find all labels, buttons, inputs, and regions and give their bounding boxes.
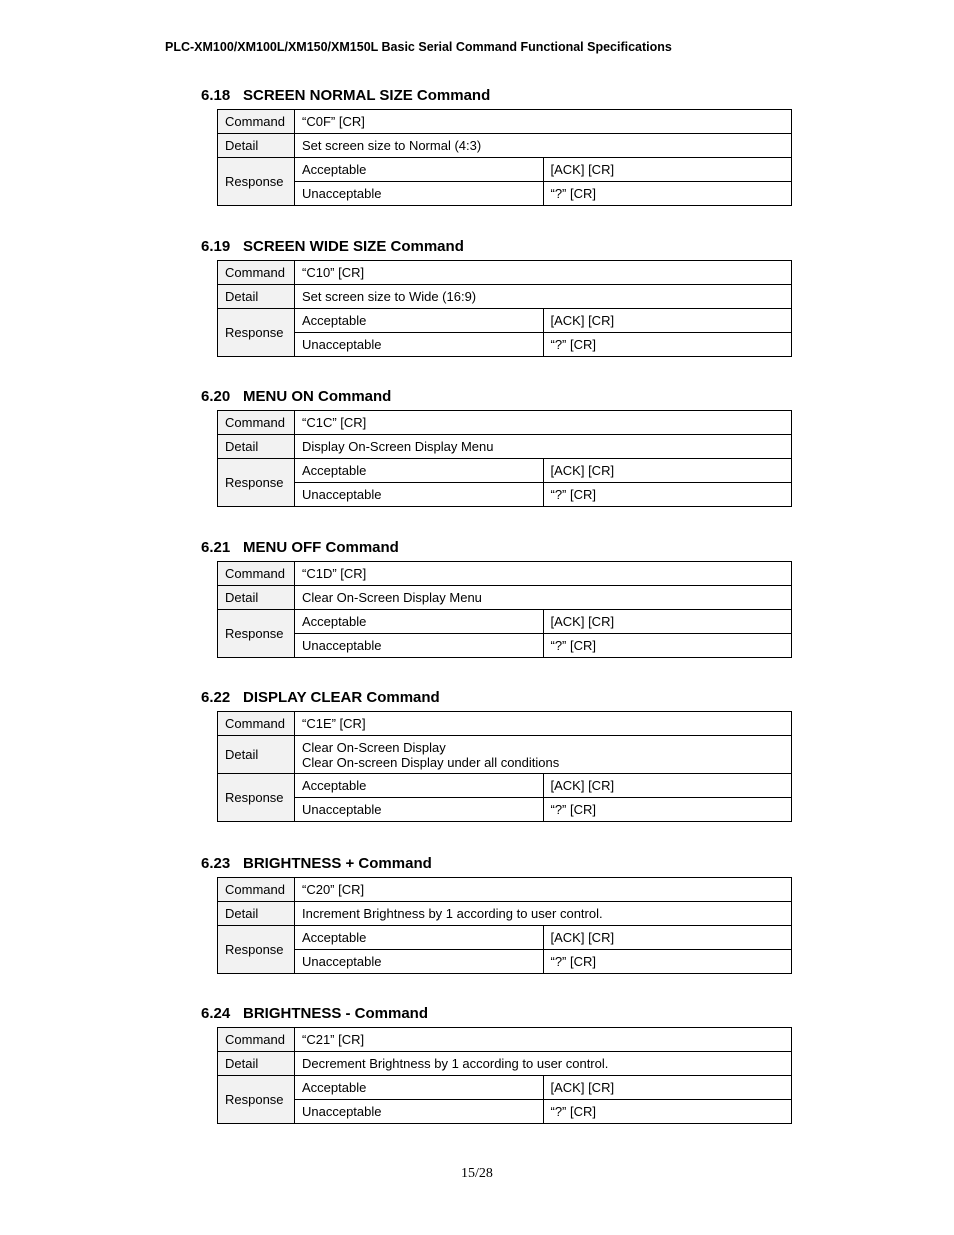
response-row-acceptable bbox=[218, 610, 792, 634]
command-row bbox=[218, 562, 792, 586]
unacceptable-label: Unacceptable bbox=[295, 798, 544, 822]
response-row-acceptable bbox=[218, 309, 792, 333]
unacceptable-label: Unacceptable bbox=[295, 950, 544, 974]
unacceptable-label: Unacceptable bbox=[295, 1100, 544, 1124]
section-heading: MENU OFF Command bbox=[243, 539, 399, 556]
detail-row bbox=[218, 736, 792, 774]
section-6-23 bbox=[201, 855, 801, 969]
detail-value bbox=[295, 902, 792, 926]
unacceptable-value: “?” [CR] bbox=[543, 483, 792, 507]
unacceptable-value: “?” [CR] bbox=[543, 333, 792, 357]
section-number: 6.19 bbox=[201, 238, 231, 255]
detail-line: Set screen size to Wide (16:9) bbox=[302, 289, 477, 304]
command-table bbox=[217, 410, 792, 507]
detail-row bbox=[218, 1052, 792, 1076]
detail-value bbox=[295, 736, 792, 774]
unacceptable-label: Unacceptable bbox=[295, 333, 544, 357]
command-label: Command bbox=[218, 411, 295, 435]
response-row-unacceptable bbox=[218, 634, 792, 658]
acceptable-label: Acceptable bbox=[295, 158, 544, 182]
response-row-acceptable bbox=[218, 1076, 792, 1100]
response-label: Response bbox=[218, 926, 295, 974]
detail-row bbox=[218, 285, 792, 309]
response-label: Response bbox=[218, 158, 295, 206]
detail-value bbox=[295, 586, 792, 610]
section-title bbox=[201, 238, 801, 256]
detail-row bbox=[218, 435, 792, 459]
command-row bbox=[218, 712, 792, 736]
detail-row bbox=[218, 902, 792, 926]
section-heading: SCREEN WIDE SIZE Command bbox=[243, 238, 464, 255]
section-title bbox=[201, 855, 801, 873]
command-value: “C10” [CR] bbox=[295, 261, 792, 285]
command-row bbox=[218, 1028, 792, 1052]
acceptable-label: Acceptable bbox=[295, 610, 544, 634]
section-title bbox=[201, 689, 801, 707]
response-row-acceptable bbox=[218, 774, 792, 798]
acceptable-value: [ACK] [CR] bbox=[543, 610, 792, 634]
response-label: Response bbox=[218, 459, 295, 507]
command-table bbox=[217, 711, 792, 822]
detail-line: Clear On-Screen Display Menu bbox=[302, 590, 482, 605]
unacceptable-label: Unacceptable bbox=[295, 634, 544, 658]
command-label: Command bbox=[218, 878, 295, 902]
acceptable-value: [ACK] [CR] bbox=[543, 1076, 792, 1100]
acceptable-label: Acceptable bbox=[295, 1076, 544, 1100]
acceptable-label: Acceptable bbox=[295, 459, 544, 483]
command-row bbox=[218, 110, 792, 134]
acceptable-value: [ACK] [CR] bbox=[543, 926, 792, 950]
section-heading: DISPLAY CLEAR Command bbox=[243, 689, 440, 706]
acceptable-value: [ACK] [CR] bbox=[543, 459, 792, 483]
response-label: Response bbox=[218, 774, 295, 822]
section-number: 6.21 bbox=[201, 539, 231, 556]
acceptable-label: Acceptable bbox=[295, 309, 544, 333]
command-label: Command bbox=[218, 261, 295, 285]
response-label: Response bbox=[218, 1076, 295, 1124]
section-6-20 bbox=[201, 388, 801, 502]
section-6-19 bbox=[201, 238, 801, 352]
detail-line: Clear On-screen Display under all conditions bbox=[302, 754, 560, 770]
response-row-unacceptable bbox=[218, 483, 792, 507]
section-heading: BRIGHTNESS + Command bbox=[243, 855, 432, 872]
response-row-unacceptable bbox=[218, 798, 792, 822]
detail-value bbox=[295, 435, 792, 459]
command-value: “C21” [CR] bbox=[295, 1028, 792, 1052]
page-number: 15/28 bbox=[461, 1166, 493, 1181]
unacceptable-value: “?” [CR] bbox=[543, 634, 792, 658]
detail-line: Set screen size to Normal (4:3) bbox=[302, 138, 482, 153]
command-label: Command bbox=[218, 712, 295, 736]
section-title bbox=[201, 539, 801, 557]
section-number: 6.20 bbox=[201, 388, 231, 405]
command-table bbox=[217, 260, 792, 357]
command-table bbox=[217, 561, 792, 658]
detail-row bbox=[218, 586, 792, 610]
acceptable-value: [ACK] [CR] bbox=[543, 309, 792, 333]
response-row-acceptable bbox=[218, 926, 792, 950]
command-table bbox=[217, 1027, 792, 1124]
section-title bbox=[201, 1005, 801, 1023]
response-row-unacceptable bbox=[218, 182, 792, 206]
command-table bbox=[217, 877, 792, 974]
detail-line: Display On-Screen Display Menu bbox=[302, 439, 494, 454]
detail-line: Clear On-Screen Display bbox=[302, 739, 446, 755]
command-value: “C1D” [CR] bbox=[295, 562, 792, 586]
command-table bbox=[217, 109, 792, 206]
section-number: 6.22 bbox=[201, 689, 231, 706]
unacceptable-value: “?” [CR] bbox=[543, 182, 792, 206]
section-heading: MENU ON Command bbox=[243, 388, 392, 405]
detail-label: Detail bbox=[218, 435, 295, 459]
detail-line: Decrement Brightness by 1 according to user control. bbox=[302, 1056, 609, 1071]
section-number: 6.23 bbox=[201, 855, 231, 872]
detail-value bbox=[295, 1052, 792, 1076]
section-6-21 bbox=[201, 539, 801, 653]
section-title bbox=[201, 388, 801, 406]
detail-value bbox=[295, 134, 792, 158]
acceptable-value: [ACK] [CR] bbox=[543, 774, 792, 798]
response-row-unacceptable bbox=[218, 333, 792, 357]
response-row-unacceptable bbox=[218, 950, 792, 974]
command-row bbox=[218, 261, 792, 285]
response-label: Response bbox=[218, 309, 295, 357]
command-label: Command bbox=[218, 562, 295, 586]
section-heading: SCREEN NORMAL SIZE Command bbox=[243, 87, 491, 104]
response-row-acceptable bbox=[218, 158, 792, 182]
command-label: Command bbox=[218, 1028, 295, 1052]
section-title bbox=[201, 87, 801, 105]
command-value: “C20” [CR] bbox=[295, 878, 792, 902]
acceptable-value: [ACK] [CR] bbox=[543, 158, 792, 182]
unacceptable-value: “?” [CR] bbox=[543, 950, 792, 974]
command-value: “C1E” [CR] bbox=[295, 712, 792, 736]
document-header: PLC-XM100/XM100L/XM150/XM150L Basic Serial Command Functional Specifications bbox=[165, 40, 672, 54]
detail-label: Detail bbox=[218, 134, 295, 158]
unacceptable-label: Unacceptable bbox=[295, 483, 544, 507]
command-row bbox=[218, 411, 792, 435]
detail-value bbox=[295, 285, 792, 309]
unacceptable-value: “?” [CR] bbox=[543, 1100, 792, 1124]
detail-line: Increment Brightness by 1 according to user control. bbox=[302, 906, 603, 921]
response-row-unacceptable bbox=[218, 1100, 792, 1124]
detail-label: Detail bbox=[218, 285, 295, 309]
detail-row bbox=[218, 134, 792, 158]
command-value: “C1C” [CR] bbox=[295, 411, 792, 435]
section-number: 6.18 bbox=[201, 87, 231, 104]
detail-label: Detail bbox=[218, 1052, 295, 1076]
command-value: “C0F” [CR] bbox=[295, 110, 792, 134]
detail-label: Detail bbox=[218, 586, 295, 610]
section-6-24 bbox=[201, 1005, 801, 1119]
unacceptable-value: “?” [CR] bbox=[543, 798, 792, 822]
response-label: Response bbox=[218, 610, 295, 658]
unacceptable-label: Unacceptable bbox=[295, 182, 544, 206]
section-heading: BRIGHTNESS - Command bbox=[243, 1005, 429, 1022]
section-6-18 bbox=[201, 87, 801, 201]
acceptable-label: Acceptable bbox=[295, 774, 544, 798]
command-label: Command bbox=[218, 110, 295, 134]
detail-label: Detail bbox=[218, 736, 295, 774]
acceptable-label: Acceptable bbox=[295, 926, 544, 950]
section-6-22 bbox=[201, 689, 801, 817]
command-row bbox=[218, 878, 792, 902]
section-number: 6.24 bbox=[201, 1005, 231, 1022]
detail-label: Detail bbox=[218, 902, 295, 926]
response-row-acceptable bbox=[218, 459, 792, 483]
